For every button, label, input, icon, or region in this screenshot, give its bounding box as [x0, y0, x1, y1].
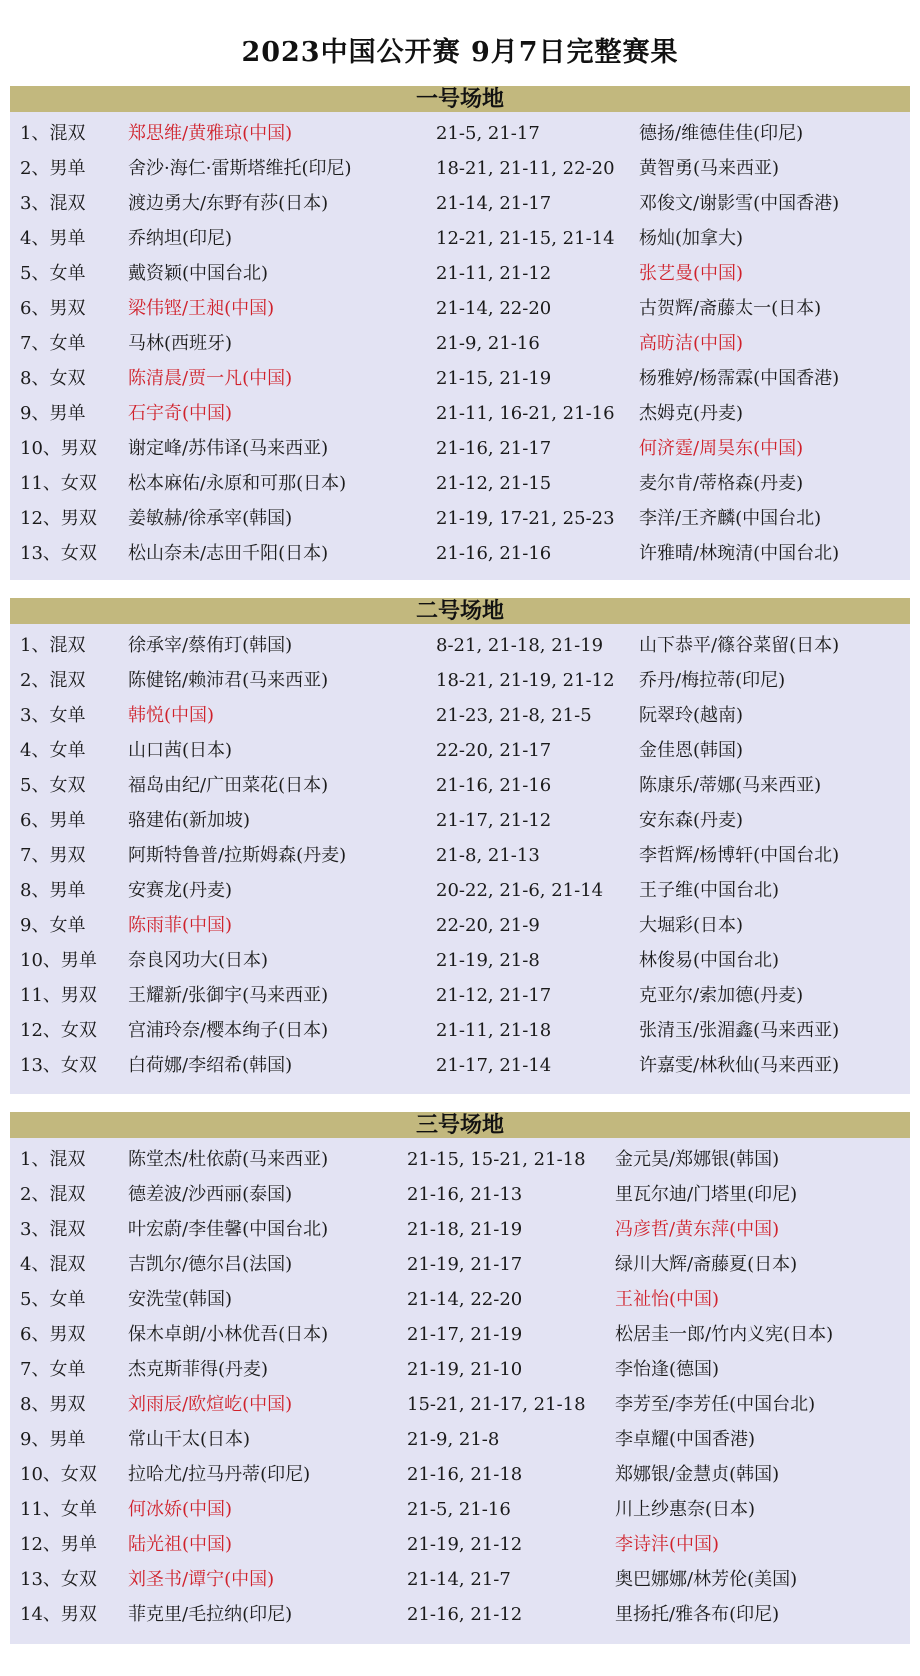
venue-1-rows	[10, 112, 910, 571]
match-row	[10, 256, 910, 291]
match-row	[10, 116, 910, 151]
match-row	[10, 1562, 910, 1597]
player-left: 刘雨辰/欧煊屹(中国)	[128, 1394, 293, 1415]
match-row	[10, 1247, 910, 1282]
player-left: 松山奈未/志田千阳(日本)	[128, 543, 329, 564]
match-score: 21-8, 21-13	[436, 845, 540, 866]
match-score: 21-19, 21-12	[407, 1534, 523, 1555]
match-number: 10、男单	[20, 950, 97, 971]
match-number: 12、男双	[20, 508, 97, 529]
player-left: 奈良冈功大(日本)	[128, 950, 269, 971]
match-number: 6、男单	[20, 810, 86, 831]
player-left: 徐承宰/蔡侑玎(韩国)	[128, 635, 293, 656]
player-left: 陈健铭/赖沛君(马来西亚)	[128, 670, 329, 691]
player-right: 山下恭平/篠谷菜留(日本)	[639, 635, 840, 656]
player-right: 大堀彩(日本)	[639, 915, 744, 936]
match-score: 21-17, 21-19	[407, 1324, 523, 1345]
player-left: 福岛由纪/广田菜花(日本)	[128, 775, 329, 796]
match-score: 21-16, 21-18	[407, 1464, 523, 1485]
match-score: 21-15, 15-21, 21-18	[407, 1149, 586, 1170]
match-row	[10, 396, 910, 431]
player-right: 黄智勇(马来西亚)	[639, 158, 780, 179]
match-row	[10, 978, 910, 1013]
player-left: 姜敏赫/徐承宰(韩国)	[128, 508, 293, 529]
match-row	[10, 1048, 910, 1083]
match-number: 3、混双	[20, 193, 86, 214]
match-number: 8、男单	[20, 880, 86, 901]
player-left: 白荷娜/李绍希(韩国)	[128, 1055, 293, 1076]
match-score: 12-21, 21-15, 21-14	[436, 228, 615, 249]
player-right: 里瓦尔迪/门塔里(印尼)	[615, 1184, 798, 1205]
player-left: 吉凯尔/德尔吕(法国)	[128, 1254, 293, 1275]
match-score: 21-9, 21-8	[407, 1429, 500, 1450]
player-right: 王祉怡(中国)	[615, 1289, 720, 1310]
match-row	[10, 803, 910, 838]
match-score: 21-19, 21-8	[436, 950, 540, 971]
match-score: 21-14, 22-20	[407, 1289, 523, 1310]
player-left: 拉哈尤/拉马丹蒂(印尼)	[128, 1464, 311, 1485]
match-number: 2、男单	[20, 158, 86, 179]
player-right: 许嘉雯/林秋仙(马来西亚)	[639, 1055, 840, 1076]
player-left: 乔纳坦(印尼)	[128, 228, 233, 249]
match-row	[10, 1492, 910, 1527]
match-number: 4、女单	[20, 740, 86, 761]
player-right: 乔丹/梅拉蒂(印尼)	[639, 670, 786, 691]
match-score: 21-11, 21-18	[436, 1020, 552, 1041]
player-right: 松居圭一郎/竹内义宪(日本)	[615, 1324, 834, 1345]
player-right: 川上纱惠奈(日本)	[615, 1499, 756, 1520]
player-left: 保木卓朗/小林优吾(日本)	[128, 1324, 329, 1345]
match-row	[10, 873, 910, 908]
match-score: 21-17, 21-14	[436, 1055, 552, 1076]
player-left: 刘圣书/谭宁(中国)	[128, 1569, 275, 1590]
venue-1-header: 一号场地	[10, 86, 910, 112]
player-left: 谢定峰/苏伟译(马来西亚)	[128, 438, 329, 459]
match-score: 21-16, 21-12	[407, 1604, 523, 1625]
player-right: 林俊易(中国台北)	[639, 950, 780, 971]
match-row	[10, 768, 910, 803]
match-row	[10, 1282, 910, 1317]
match-number: 4、混双	[20, 1254, 86, 1275]
match-number: 2、混双	[20, 1184, 86, 1205]
player-right: 金佳恩(韩国)	[639, 740, 744, 761]
match-score: 21-14, 21-7	[407, 1569, 511, 1590]
match-number: 7、女单	[20, 1359, 86, 1380]
player-left: 杰克斯菲得(丹麦)	[128, 1359, 269, 1380]
match-number: 2、混双	[20, 670, 86, 691]
match-score: 21-15, 21-19	[436, 368, 552, 389]
match-score: 21-19, 17-21, 25-23	[436, 508, 615, 529]
match-score: 21-5, 21-16	[407, 1499, 511, 1520]
player-right: 杨雅婷/杨霈霖(中国香港)	[639, 368, 840, 389]
match-number: 5、女单	[20, 263, 86, 284]
match-number: 8、男双	[20, 1394, 86, 1415]
player-left: 韩悦(中国)	[128, 705, 215, 726]
match-number: 10、女双	[20, 1464, 97, 1485]
match-row	[10, 628, 910, 663]
match-score: 18-21, 21-19, 21-12	[436, 670, 615, 691]
match-row	[10, 1142, 910, 1177]
player-left: 石宇奇(中国)	[128, 403, 233, 424]
match-score: 21-17, 21-12	[436, 810, 552, 831]
player-left: 山口茜(日本)	[128, 740, 233, 761]
match-number: 1、混双	[20, 1149, 86, 1170]
player-left: 郑思维/黄雅琼(中国)	[128, 123, 293, 144]
match-score: 21-12, 21-15	[436, 473, 552, 494]
player-left: 何冰娇(中国)	[128, 1499, 233, 1520]
match-number: 12、男单	[20, 1534, 97, 1555]
match-row	[10, 361, 910, 396]
player-right: 李卓耀(中国香港)	[615, 1429, 756, 1450]
player-right: 金元昊/郑娜银(韩国)	[615, 1149, 780, 1170]
match-number: 11、女双	[20, 473, 97, 494]
match-row	[10, 1387, 910, 1422]
match-score: 21-18, 21-19	[407, 1219, 523, 1240]
match-score: 21-14, 21-17	[436, 193, 552, 214]
match-row	[10, 1457, 910, 1492]
match-score: 21-9, 21-16	[436, 333, 540, 354]
match-score: 20-22, 21-6, 21-14	[436, 880, 604, 901]
player-left: 松本麻佑/永原和可那(日本)	[128, 473, 347, 494]
player-right: 杰姆克(丹麦)	[639, 403, 744, 424]
player-right: 里扬托/雅各布(印尼)	[615, 1604, 780, 1625]
match-score: 21-16, 21-16	[436, 543, 552, 564]
player-right: 麦尔肯/蒂格森(丹麦)	[639, 473, 804, 494]
player-left: 舍沙·海仁·雷斯塔维托(印尼)	[128, 158, 352, 179]
player-left: 叶宏蔚/李佳馨(中国台北)	[128, 1219, 329, 1240]
match-row	[10, 501, 910, 536]
venue-3-rows	[10, 1138, 910, 1632]
match-score: 21-11, 21-12	[436, 263, 552, 284]
match-row	[10, 291, 910, 326]
player-left: 戴资颖(中国台北)	[128, 263, 269, 284]
match-score: 21-16, 21-16	[436, 775, 552, 796]
match-number: 3、女单	[20, 705, 86, 726]
venue-2-rows	[10, 624, 910, 1083]
player-left: 宫浦玲奈/樱本绚子(日本)	[128, 1020, 329, 1041]
match-number: 1、混双	[20, 635, 86, 656]
match-row	[10, 1352, 910, 1387]
match-row	[10, 1177, 910, 1212]
match-score: 21-12, 21-17	[436, 985, 552, 1006]
match-number: 7、女单	[20, 333, 86, 354]
match-row	[10, 1422, 910, 1457]
match-row	[10, 326, 910, 361]
player-left: 安洗莹(韩国)	[128, 1289, 233, 1310]
player-left: 菲克里/毛拉纳(印尼)	[128, 1604, 293, 1625]
player-right: 克亚尔/索加德(丹麦)	[639, 985, 804, 1006]
player-right: 安东森(丹麦)	[639, 810, 744, 831]
player-right: 张艺曼(中国)	[639, 263, 744, 284]
match-row	[10, 466, 910, 501]
match-row	[10, 186, 910, 221]
match-number: 12、女双	[20, 1020, 97, 1041]
match-score: 21-19, 21-17	[407, 1254, 523, 1275]
match-number: 1、混双	[20, 123, 86, 144]
player-left: 渡边勇大/东野有莎(日本)	[128, 193, 329, 214]
match-number: 7、男双	[20, 845, 86, 866]
match-number: 6、男双	[20, 298, 86, 319]
match-score: 15-21, 21-17, 21-18	[407, 1394, 586, 1415]
match-row	[10, 1597, 910, 1632]
match-row	[10, 943, 910, 978]
match-row	[10, 733, 910, 768]
player-left: 安赛龙(丹麦)	[128, 880, 233, 901]
player-right: 何济霆/周昊东(中国)	[639, 438, 804, 459]
match-number: 11、女单	[20, 1499, 97, 1520]
match-score: 21-5, 21-17	[436, 123, 540, 144]
player-left: 德差波/沙西丽(泰国)	[128, 1184, 293, 1205]
player-left: 陈清晨/贾一凡(中国)	[128, 368, 293, 389]
match-score: 22-20, 21-17	[436, 740, 552, 761]
match-row	[10, 1013, 910, 1048]
match-number: 9、女单	[20, 915, 86, 936]
player-right: 张清玉/张湄鑫(马来西亚)	[639, 1020, 840, 1041]
match-number: 5、女双	[20, 775, 86, 796]
match-score: 18-21, 21-11, 22-20	[436, 158, 615, 179]
match-number: 11、男双	[20, 985, 97, 1006]
match-score: 21-23, 21-8, 21-5	[436, 705, 592, 726]
player-left: 骆建佑(新加坡)	[128, 810, 251, 831]
player-right: 邓俊文/谢影雪(中国香港)	[639, 193, 840, 214]
match-number: 3、混双	[20, 1219, 86, 1240]
player-right: 李洋/王齐麟(中国台北)	[639, 508, 822, 529]
venue-3-panel	[10, 1112, 910, 1644]
match-score: 21-19, 21-10	[407, 1359, 523, 1380]
player-left: 马林(西班牙)	[128, 333, 233, 354]
match-number: 13、女双	[20, 543, 97, 564]
player-left: 阿斯特鲁普/拉斯姆森(丹麦)	[128, 845, 347, 866]
player-left: 陈雨菲(中国)	[128, 915, 233, 936]
venue-1-panel	[10, 86, 910, 580]
player-right: 阮翠玲(越南)	[639, 705, 744, 726]
player-left: 王耀新/张御宇(马来西亚)	[128, 985, 329, 1006]
player-right: 冯彦哲/黄东萍(中国)	[615, 1219, 780, 1240]
match-score: 22-20, 21-9	[436, 915, 540, 936]
match-row	[10, 838, 910, 873]
match-row	[10, 698, 910, 733]
venue-2-header: 二号场地	[10, 598, 910, 624]
match-number: 5、女单	[20, 1289, 86, 1310]
player-left: 陈堂杰/杜依蔚(马来西亚)	[128, 1149, 329, 1170]
player-right: 奥巴娜娜/林芳伦(美国)	[615, 1569, 798, 1590]
player-right: 李诗沣(中国)	[615, 1534, 720, 1555]
player-right: 李芳至/李芳任(中国台北)	[615, 1394, 816, 1415]
match-row	[10, 221, 910, 256]
player-left: 陆光祖(中国)	[128, 1534, 233, 1555]
match-number: 9、男单	[20, 403, 86, 424]
match-row	[10, 1527, 910, 1562]
player-left: 梁伟铿/王昶(中国)	[128, 298, 275, 319]
match-score: 21-14, 22-20	[436, 298, 552, 319]
player-right: 古贺辉/斋藤太一(日本)	[639, 298, 822, 319]
match-row	[10, 1212, 910, 1247]
match-number: 10、男双	[20, 438, 97, 459]
match-row	[10, 536, 910, 571]
player-right: 陈康乐/蒂娜(马来西亚)	[639, 775, 822, 796]
match-score: 21-11, 16-21, 21-16	[436, 403, 615, 424]
player-right: 绿川大辉/斋藤夏(日本)	[615, 1254, 798, 1275]
player-right: 王子维(中国台北)	[639, 880, 780, 901]
player-left: 常山干太(日本)	[128, 1429, 251, 1450]
player-right: 高昉洁(中国)	[639, 333, 744, 354]
match-number: 14、男双	[20, 1604, 97, 1625]
page-title: 2023中国公开赛 9月7日完整赛果	[241, 37, 679, 68]
match-row	[10, 431, 910, 466]
match-row	[10, 151, 910, 186]
venue-2-panel	[10, 598, 910, 1094]
player-right: 杨灿(加拿大)	[639, 228, 744, 249]
match-number: 8、女双	[20, 368, 86, 389]
match-row	[10, 1317, 910, 1352]
match-number: 13、女双	[20, 1055, 97, 1076]
player-right: 李哲辉/杨博轩(中国台北)	[639, 845, 840, 866]
match-number: 13、女双	[20, 1569, 97, 1590]
match-score: 8-21, 21-18, 21-19	[436, 635, 604, 656]
match-number: 9、男单	[20, 1429, 86, 1450]
match-score: 21-16, 21-17	[436, 438, 552, 459]
venue-3-header: 三号场地	[10, 1112, 910, 1138]
player-right: 郑娜银/金慧贞(韩国)	[615, 1464, 780, 1485]
player-right: 李怡逢(德国)	[615, 1359, 720, 1380]
match-number: 4、男单	[20, 228, 86, 249]
player-right: 许雅晴/林琬清(中国台北)	[639, 543, 840, 564]
match-number: 6、男双	[20, 1324, 86, 1345]
match-row	[10, 908, 910, 943]
player-right: 德扬/维德佳佳(印尼)	[639, 123, 804, 144]
match-row	[10, 663, 910, 698]
match-score: 21-16, 21-13	[407, 1184, 523, 1205]
